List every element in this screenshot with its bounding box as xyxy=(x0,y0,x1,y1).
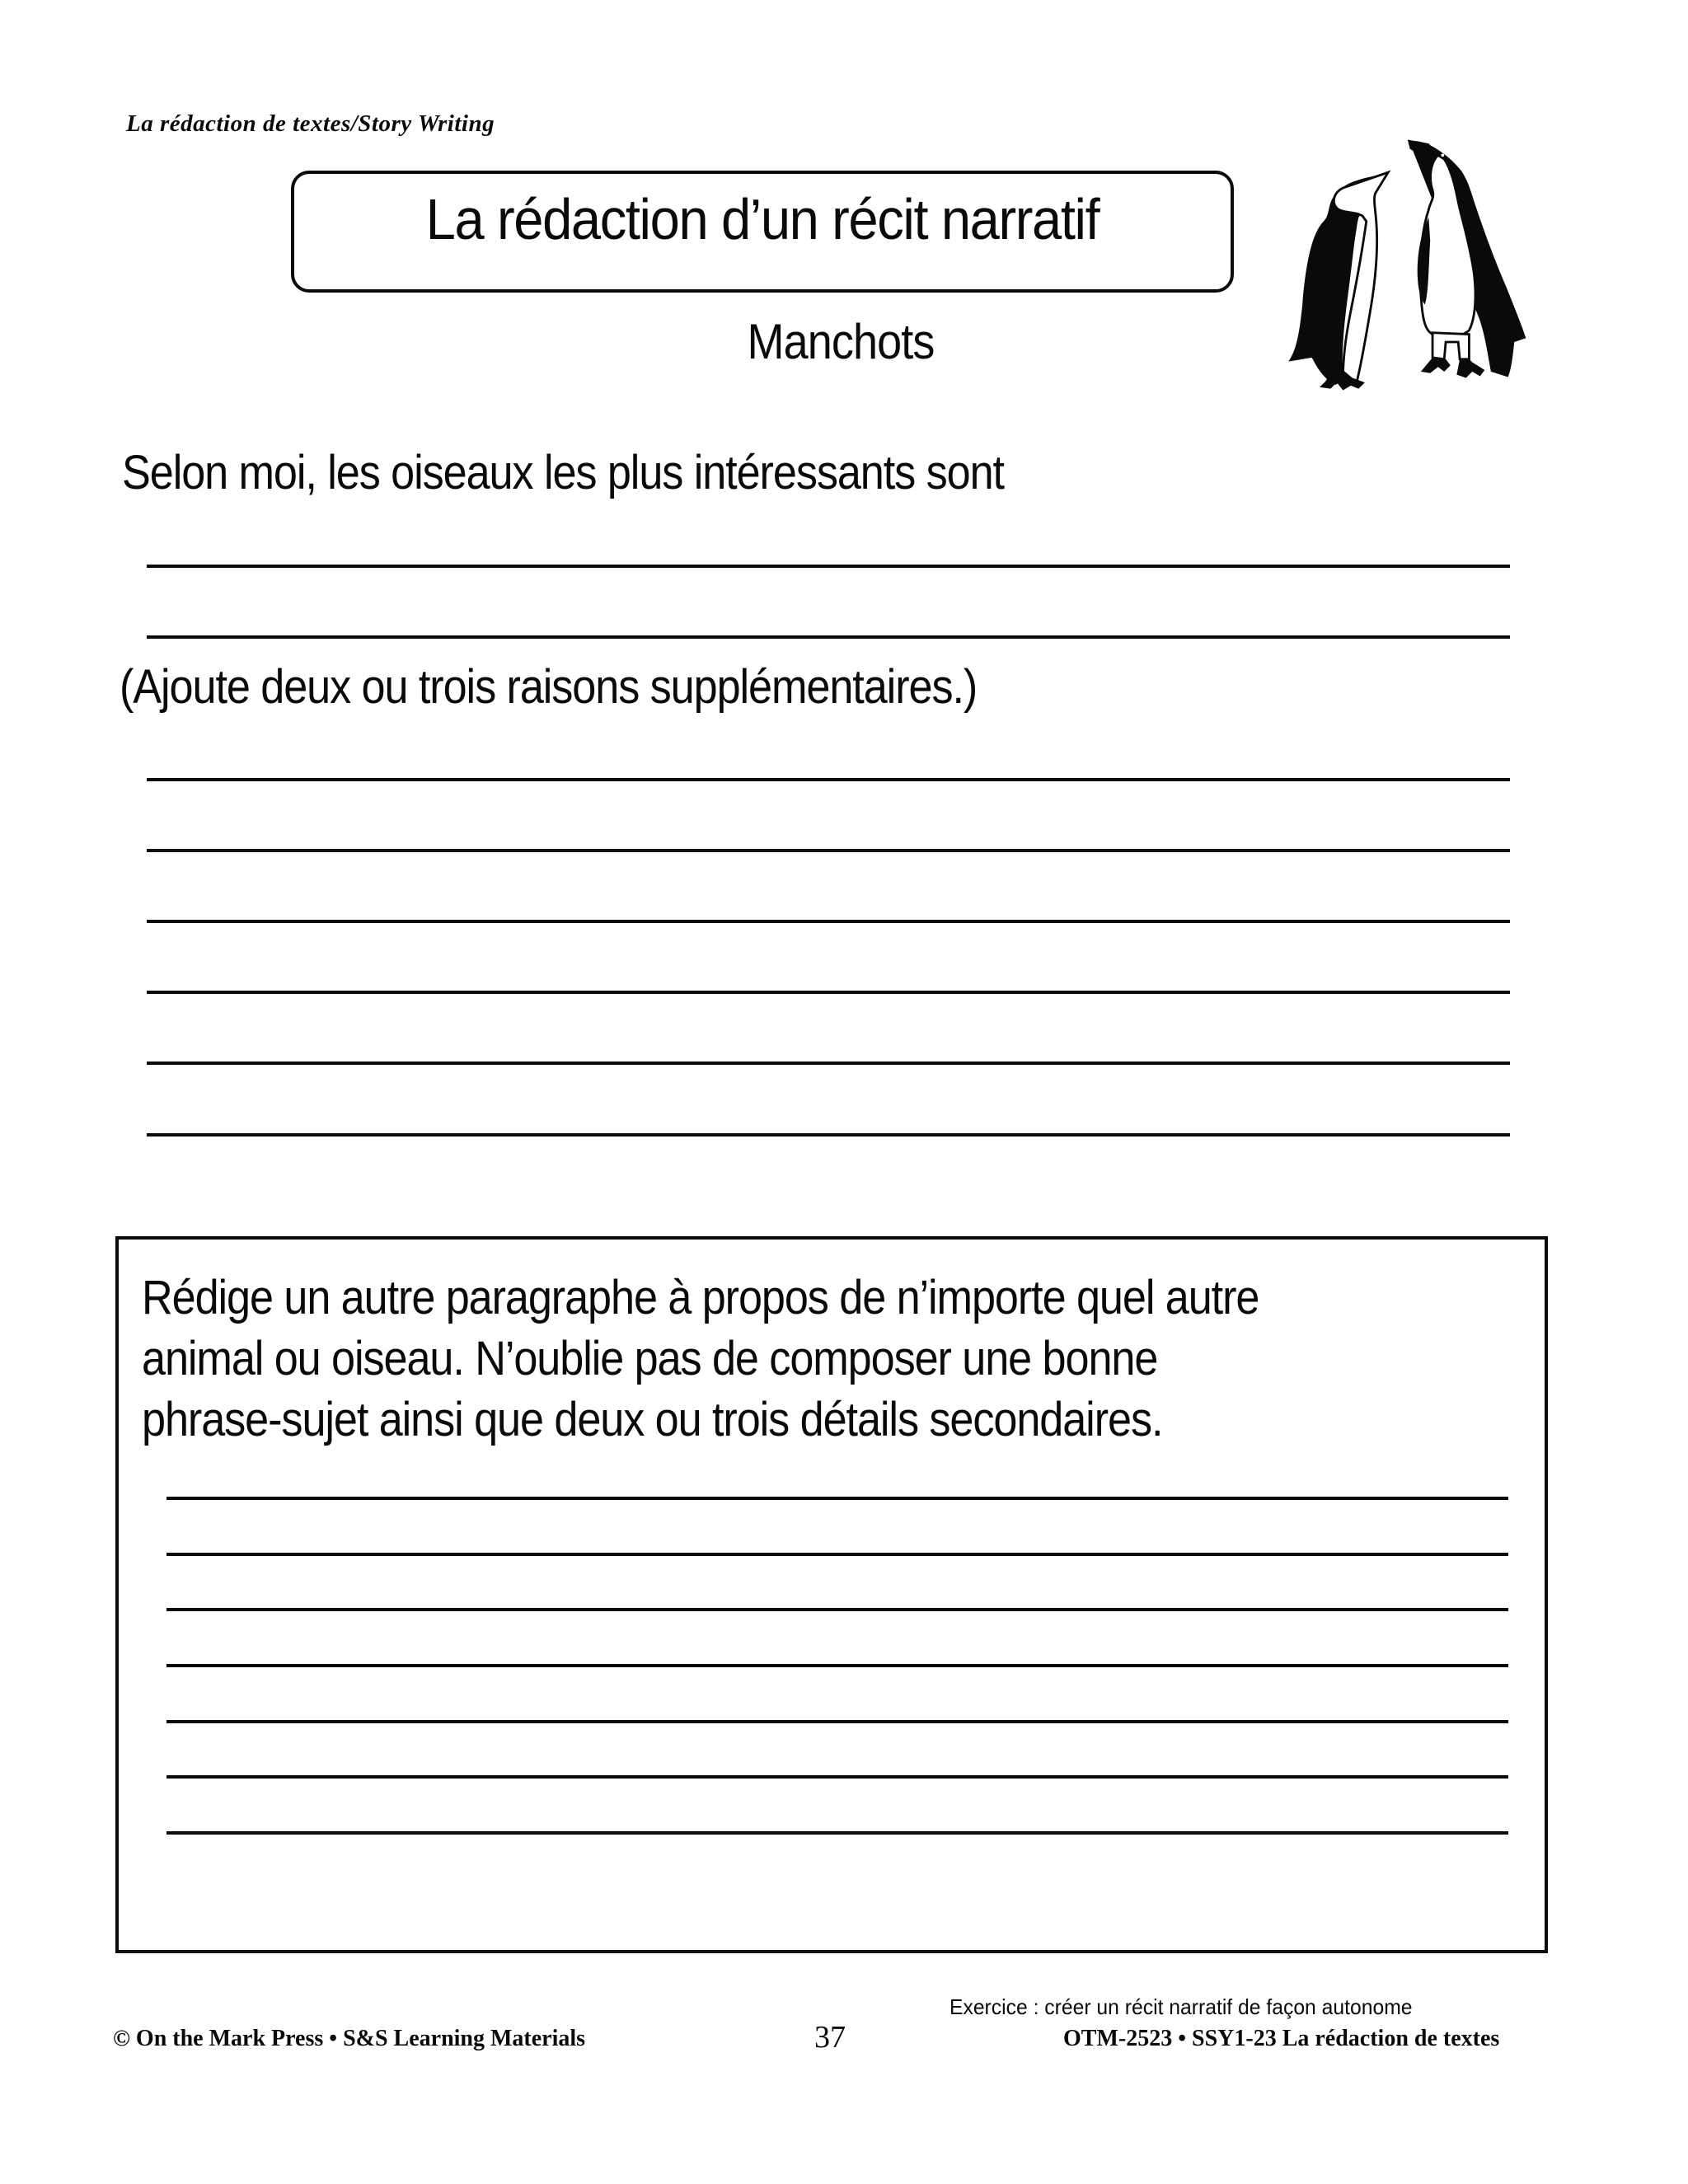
reason-line[interactable] xyxy=(147,1133,1510,1137)
page-number: 37 xyxy=(814,2020,846,2055)
left-penguin-icon xyxy=(1288,172,1388,390)
instruction-line: Rédige un autre paragraphe à propos de n’importe quel autre xyxy=(142,1271,1259,1324)
right-penguin-icon xyxy=(1408,139,1526,377)
reason-line[interactable] xyxy=(147,1062,1510,1065)
answer-line[interactable] xyxy=(147,635,1510,639)
reason-line[interactable] xyxy=(147,920,1510,923)
footer-exercise: Exercice : créer un récit narratif de façon autonome xyxy=(950,1994,1413,2019)
instruction-line: animal ou oiseau. N’oublie pas de composer une bonne xyxy=(142,1332,1158,1385)
footer-copyright: © On the Mark Press • S&S Learning Materials xyxy=(113,2026,586,2051)
reason-line[interactable] xyxy=(147,778,1510,781)
header-caption: La rédaction de textes/Story Writing xyxy=(126,110,495,137)
answer-line[interactable] xyxy=(147,565,1510,568)
paragraph-instructions xyxy=(142,1268,1418,1451)
paragraph-line[interactable] xyxy=(166,1775,1508,1779)
page-subtitle: Manchots xyxy=(747,314,935,369)
paragraph-line[interactable] xyxy=(166,1720,1508,1723)
penguins-icon xyxy=(1265,124,1545,420)
prompt-interesting-birds: Selon moi, les oiseaux les plus intéressants sont xyxy=(122,446,1004,499)
reason-line[interactable] xyxy=(147,991,1510,994)
page-title: La rédaction d’un récit narratif xyxy=(425,187,1100,251)
paragraph-line[interactable] xyxy=(166,1497,1508,1500)
paragraph-line[interactable] xyxy=(166,1664,1508,1667)
paragraph-line[interactable] xyxy=(166,1608,1508,1611)
paragraph-line[interactable] xyxy=(166,1553,1508,1556)
paragraph-line[interactable] xyxy=(166,1831,1508,1835)
prompt-add-reasons: (Ajoute deux ou trois raisons supplémentaires.) xyxy=(120,660,978,714)
reason-line[interactable] xyxy=(147,849,1510,852)
footer-code: OTM-2523 • SSY1-23 La rédaction de textes xyxy=(1063,2026,1500,2051)
instruction-line: phrase-sujet ainsi que deux ou trois détails secondaires. xyxy=(142,1393,1163,1446)
